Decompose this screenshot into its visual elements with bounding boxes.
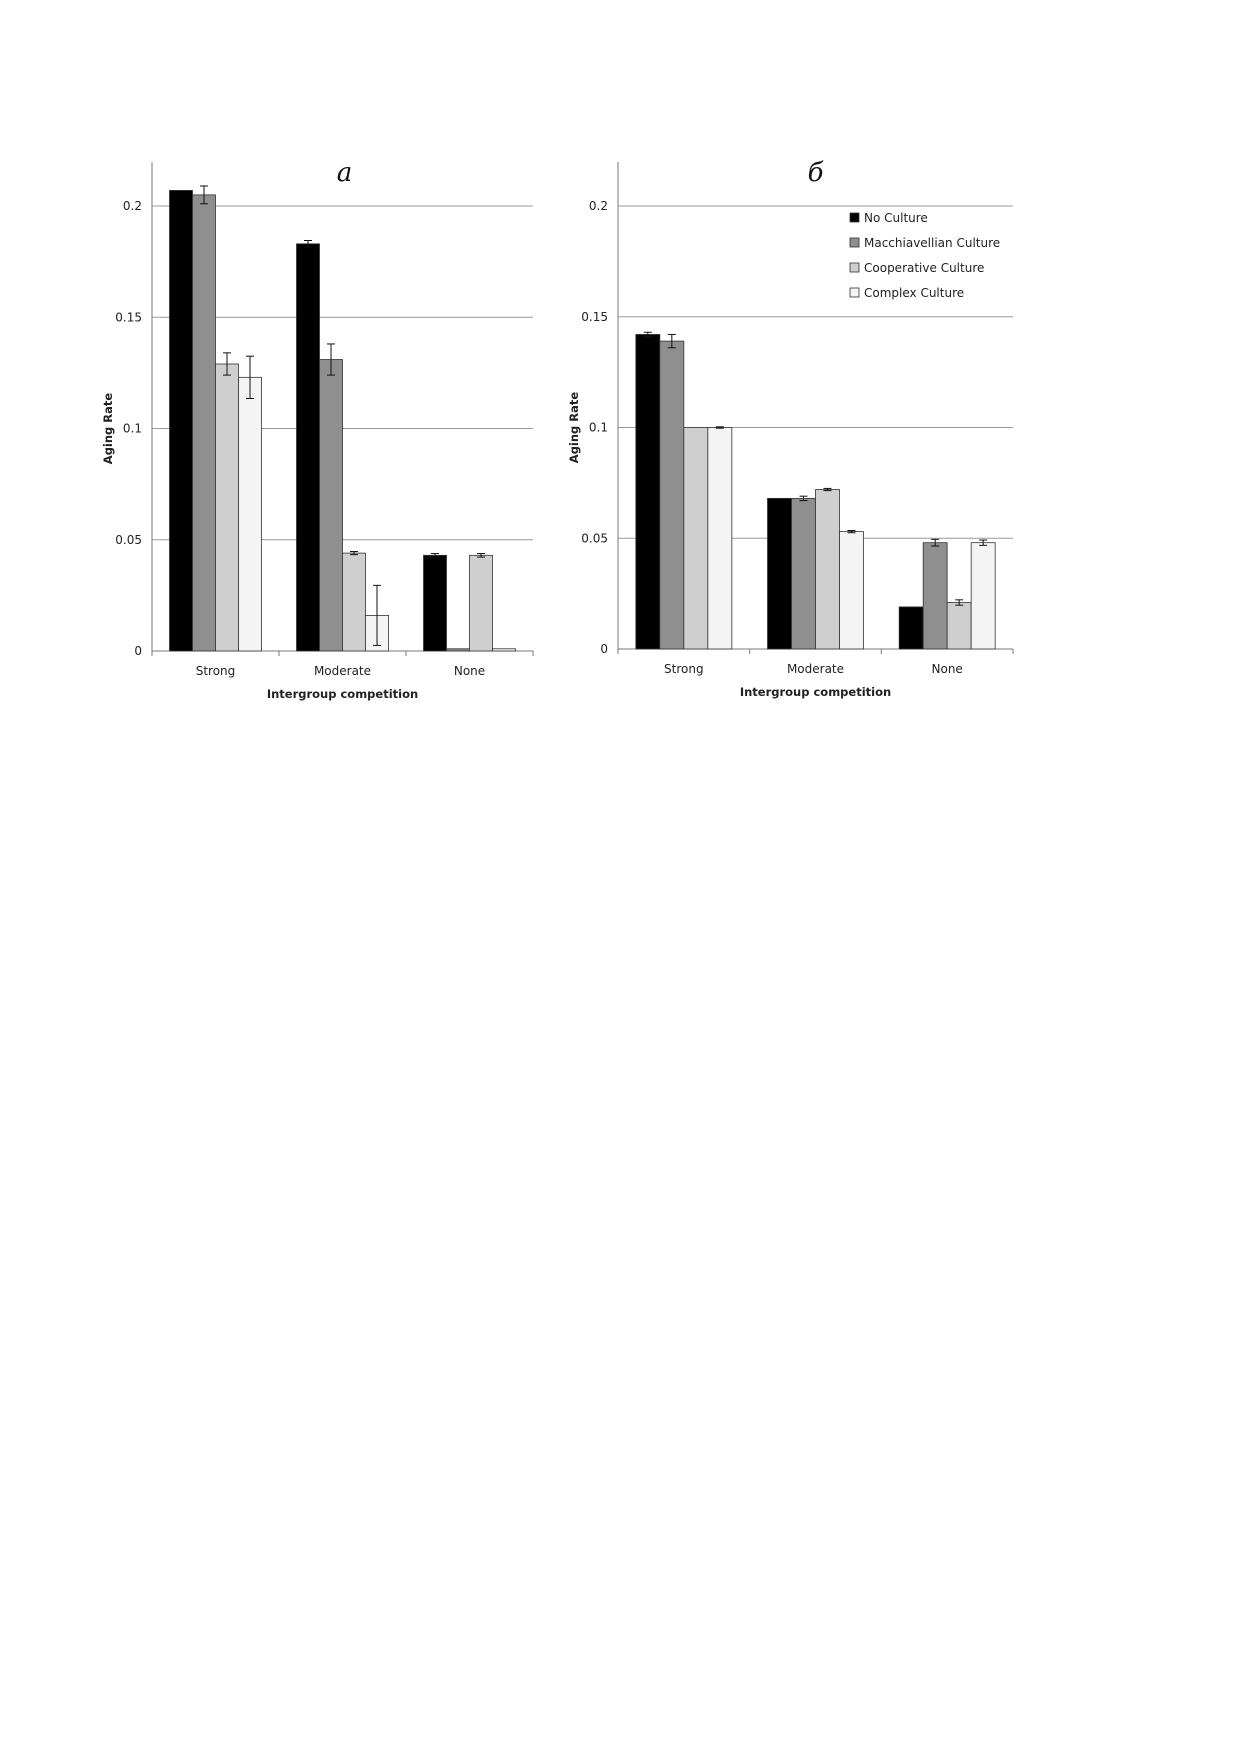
bar <box>297 244 320 651</box>
x-axis-label: Intergroup competition <box>266 687 419 701</box>
bar <box>343 553 366 651</box>
bar <box>768 498 792 649</box>
legend-label: Macchiavellian Culture <box>864 236 1001 250</box>
bar <box>320 360 343 651</box>
y-tick-label: 0.2 <box>588 199 608 213</box>
legend-swatch <box>850 213 859 222</box>
legend-label: Complex Culture <box>864 286 965 300</box>
bar <box>816 490 840 649</box>
y-tick-label: 0.1 <box>588 420 608 435</box>
bar <box>684 428 708 650</box>
y-tick-label: 0.05 <box>115 532 142 547</box>
bar <box>170 190 193 651</box>
bar <box>708 428 732 650</box>
bar <box>636 334 660 649</box>
bar <box>947 602 971 649</box>
bar <box>792 498 816 649</box>
legend-label: Cooperative Culture <box>864 261 985 275</box>
y-tick-label: 0 <box>600 642 608 656</box>
bar <box>660 341 684 649</box>
legend-swatch <box>850 238 859 247</box>
legend <box>850 211 1000 300</box>
x-tick-label: Moderate <box>786 662 845 676</box>
chart-b <box>567 158 1135 725</box>
chart-title: а <box>336 158 353 188</box>
legend-swatch <box>850 263 859 272</box>
y-tick-label: 0.15 <box>581 309 608 324</box>
bar <box>493 649 516 651</box>
x-tick-label: None <box>931 662 963 676</box>
y-tick-label: 0 <box>134 644 142 658</box>
x-tick-label: Strong <box>195 664 236 678</box>
bar <box>239 377 262 651</box>
chart-title: б <box>807 158 824 188</box>
bar <box>971 543 995 649</box>
bar <box>193 195 216 651</box>
x-tick-label: Strong <box>664 662 704 676</box>
y-axis-label: Aging Rate <box>101 392 115 465</box>
y-tick-label: 0.05 <box>581 531 608 546</box>
y-tick-label: 0.1 <box>122 421 142 436</box>
bar <box>840 532 864 649</box>
bar <box>424 555 447 651</box>
chart-b-svg <box>567 158 1135 720</box>
legend-swatch <box>850 288 859 297</box>
bar <box>216 364 239 651</box>
y-axis-label: Aging Rate <box>567 391 581 464</box>
bar <box>447 649 470 651</box>
chart-a-svg <box>95 160 555 720</box>
bar <box>923 543 947 649</box>
legend-label: No Culture <box>864 211 928 225</box>
x-tick-label: None <box>453 664 486 678</box>
x-axis-label: Intergroup competition <box>739 685 892 699</box>
y-tick-label: 0.15 <box>115 310 142 325</box>
bar <box>899 607 923 649</box>
chart-a <box>95 160 555 725</box>
y-tick-label: 0.2 <box>122 199 142 213</box>
x-tick-label: Moderate <box>313 664 372 678</box>
bar <box>470 555 493 651</box>
